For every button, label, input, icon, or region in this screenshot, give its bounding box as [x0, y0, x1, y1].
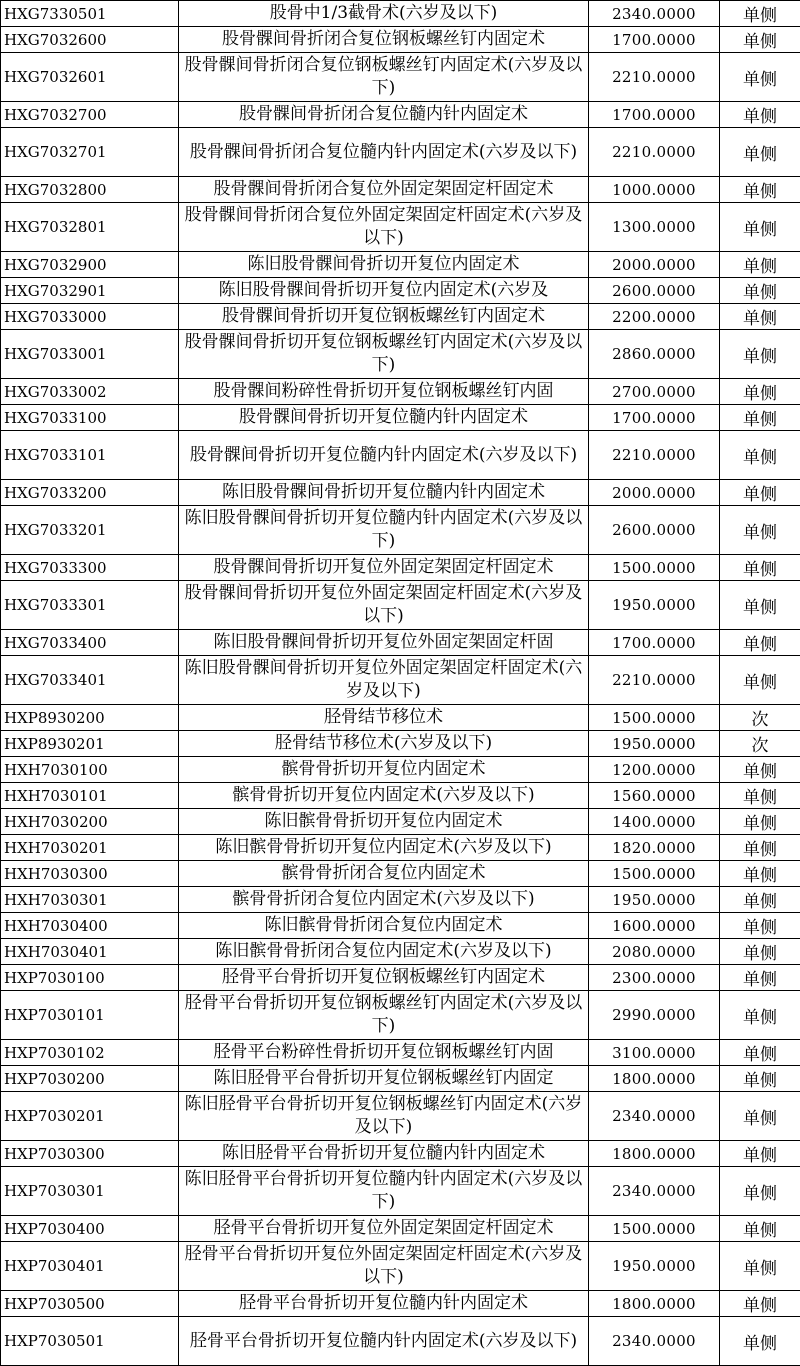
- item-unit-cell: 单侧: [720, 252, 800, 278]
- item-name-cell: 陈旧胫骨平台骨折切开复位髓内针内固定术(六岁及以下): [179, 1167, 589, 1216]
- item-code-cell: HXH7030401: [1, 939, 179, 965]
- item-name-cell: 股骨髁间骨折闭合复位髓内针内固定术(六岁及以下): [179, 128, 589, 177]
- item-code-cell: HXP7030401: [1, 1242, 179, 1291]
- item-price-cell: 1500.0000: [589, 705, 720, 731]
- item-code-cell: HXP7030200: [1, 1066, 179, 1092]
- table-row: [1, 1291, 800, 1317]
- item-unit-cell: 单侧: [720, 1167, 800, 1216]
- item-code-cell: HXG7033401: [1, 656, 179, 705]
- item-unit-cell: 单侧: [720, 555, 800, 581]
- item-name-cell: 陈旧髌骨骨折闭合复位内固定术: [179, 913, 589, 939]
- item-price-cell: 2340.0000: [589, 1317, 720, 1366]
- item-unit-cell: 单侧: [720, 1040, 800, 1066]
- table-row: [1, 480, 800, 506]
- item-name-cell: 股骨髁间骨折切开复位钢板螺丝钉内固定术(六岁及以下): [179, 330, 589, 379]
- item-unit-cell: 单侧: [720, 1216, 800, 1242]
- item-price-cell: 1800.0000: [589, 1141, 720, 1167]
- item-code-cell: HXG7033300: [1, 555, 179, 581]
- table-row: [1, 278, 800, 304]
- item-name-cell: 胫骨平台骨折切开复位钢板螺丝钉内固定术: [179, 965, 589, 991]
- item-unit-cell: 单侧: [720, 581, 800, 630]
- table-row: [1, 705, 800, 731]
- item-code-cell: HXP7030300: [1, 1141, 179, 1167]
- item-name-cell: 股骨髁间骨折闭合复位钢板螺丝钉内固定术: [179, 27, 589, 53]
- item-unit-cell: 单侧: [720, 656, 800, 705]
- item-price-cell: 1500.0000: [589, 1216, 720, 1242]
- item-unit-cell: 单侧: [720, 431, 800, 480]
- item-unit-cell: 单侧: [720, 27, 800, 53]
- item-unit-cell: 单侧: [720, 1, 800, 27]
- item-unit-cell: 单侧: [720, 835, 800, 861]
- item-unit-cell: 单侧: [720, 630, 800, 656]
- item-name-cell: 陈旧股骨髁间骨折切开复位髓内针内固定术: [179, 480, 589, 506]
- item-name-cell: 胫骨平台骨折切开复位钢板螺丝钉内固定术(六岁及以下): [179, 991, 589, 1040]
- item-unit-cell: 单侧: [720, 102, 800, 128]
- item-name-cell: 胫骨平台粉碎性骨折切开复位钢板螺丝钉内固: [179, 1040, 589, 1066]
- item-name-cell: 陈旧髌骨骨折切开复位内固定术: [179, 809, 589, 835]
- item-unit-cell: 单侧: [720, 1317, 800, 1366]
- item-price-cell: 2340.0000: [589, 1092, 720, 1141]
- item-price-cell: 2210.0000: [589, 656, 720, 705]
- item-unit-cell: 单侧: [720, 480, 800, 506]
- item-code-cell: HXP8930200: [1, 705, 179, 731]
- item-price-cell: 1300.0000: [589, 203, 720, 252]
- table-row: [1, 304, 800, 330]
- table-row: [1, 177, 800, 203]
- item-code-cell: HXG7032700: [1, 102, 179, 128]
- item-code-cell: HXH7030301: [1, 887, 179, 913]
- item-code-cell: HXG7033101: [1, 431, 179, 480]
- table-row: [1, 555, 800, 581]
- item-name-cell: 胫骨平台骨折切开复位髓内针内固定术(六岁及以下): [179, 1317, 589, 1366]
- item-price-cell: 2210.0000: [589, 431, 720, 480]
- item-price-cell: 1800.0000: [589, 1066, 720, 1092]
- item-unit-cell: 单侧: [720, 405, 800, 431]
- item-code-cell: HXP7030102: [1, 1040, 179, 1066]
- item-name-cell: 股骨髁间骨折切开复位髓内针内固定术: [179, 405, 589, 431]
- item-price-cell: 2210.0000: [589, 128, 720, 177]
- item-code-cell: HXP7030301: [1, 1167, 179, 1216]
- table-row: [1, 783, 800, 809]
- item-code-cell: HXG7033000: [1, 304, 179, 330]
- item-name-cell: 胫骨平台骨折切开复位外固定架固定杆固定术(六岁及以下): [179, 1242, 589, 1291]
- item-price-cell: 2860.0000: [589, 330, 720, 379]
- item-name-cell: 陈旧胫骨平台骨折切开复位钢板螺丝钉内固定术(六岁及以下): [179, 1092, 589, 1141]
- item-price-cell: 2700.0000: [589, 379, 720, 405]
- table-row: [1, 1066, 800, 1092]
- item-name-cell: 股骨髁间骨折切开复位钢板螺丝钉内固定术: [179, 304, 589, 330]
- item-code-cell: HXG7033200: [1, 480, 179, 506]
- item-name-cell: 陈旧股骨髁间骨折切开复位外固定架固定杆固定术(六岁及以下): [179, 656, 589, 705]
- item-code-cell: HXG7032600: [1, 27, 179, 53]
- item-unit-cell: 单侧: [720, 913, 800, 939]
- item-code-cell: HXH7030400: [1, 913, 179, 939]
- item-price-cell: 1000.0000: [589, 177, 720, 203]
- item-unit-cell: 单侧: [720, 809, 800, 835]
- item-price-cell: 2200.0000: [589, 304, 720, 330]
- item-unit-cell: 单侧: [720, 887, 800, 913]
- item-unit-cell: 单侧: [720, 783, 800, 809]
- item-price-cell: 2080.0000: [589, 939, 720, 965]
- item-unit-cell: 单侧: [720, 177, 800, 203]
- item-name-cell: 陈旧髌骨骨折闭合复位内固定术(六岁及以下): [179, 939, 589, 965]
- table-row: [1, 861, 800, 887]
- table-row: [1, 1040, 800, 1066]
- item-name-cell: 胫骨结节移位术: [179, 705, 589, 731]
- table-row: [1, 835, 800, 861]
- item-name-cell: 股骨髁间骨折切开复位外固定架固定杆固定术: [179, 555, 589, 581]
- item-code-cell: HXH7030201: [1, 835, 179, 861]
- table-row: [1, 330, 800, 379]
- table-row: [1, 53, 800, 102]
- item-price-cell: 1560.0000: [589, 783, 720, 809]
- item-price-cell: 1700.0000: [589, 405, 720, 431]
- item-name-cell: 股骨髁间骨折闭合复位钢板螺丝钉内固定术(六岁及以下): [179, 53, 589, 102]
- item-price-cell: 2340.0000: [589, 1, 720, 27]
- item-price-cell: 1600.0000: [589, 913, 720, 939]
- item-code-cell: HXH7030200: [1, 809, 179, 835]
- item-code-cell: HXP7030400: [1, 1216, 179, 1242]
- item-price-cell: 2300.0000: [589, 965, 720, 991]
- item-unit-cell: 单侧: [720, 53, 800, 102]
- item-code-cell: HXH7030300: [1, 861, 179, 887]
- table-row: [1, 913, 800, 939]
- item-price-cell: 1950.0000: [589, 581, 720, 630]
- item-name-cell: 髌骨骨折闭合复位内固定术(六岁及以下): [179, 887, 589, 913]
- item-name-cell: 胫骨结节移位术(六岁及以下): [179, 731, 589, 757]
- item-name-cell: 陈旧股骨髁间骨折切开复位内固定术: [179, 252, 589, 278]
- item-name-cell: 股骨髁间骨折闭合复位髓内针内固定术: [179, 102, 589, 128]
- item-price-cell: 2600.0000: [589, 506, 720, 555]
- item-name-cell: 陈旧股骨髁间骨折切开复位内固定术(六岁及: [179, 278, 589, 304]
- item-unit-cell: 单侧: [720, 304, 800, 330]
- item-name-cell: 陈旧胫骨平台骨折切开复位钢板螺丝钉内固定: [179, 1066, 589, 1092]
- item-code-cell: HXG7032801: [1, 203, 179, 252]
- item-price-cell: 1400.0000: [589, 809, 720, 835]
- item-unit-cell: 单侧: [720, 1141, 800, 1167]
- item-code-cell: HXP7030501: [1, 1317, 179, 1366]
- table-row: [1, 1092, 800, 1141]
- item-price-cell: 2000.0000: [589, 480, 720, 506]
- item-code-cell: HXG7032900: [1, 252, 179, 278]
- item-name-cell: 股骨髁间粉碎性骨折切开复位钢板螺丝钉内固: [179, 379, 589, 405]
- item-unit-cell: 单侧: [720, 203, 800, 252]
- table-row: [1, 757, 800, 783]
- item-price-cell: 1700.0000: [589, 27, 720, 53]
- table-row: [1, 939, 800, 965]
- item-price-cell: 3100.0000: [589, 1040, 720, 1066]
- item-price-cell: 1500.0000: [589, 555, 720, 581]
- item-price-cell: 2600.0000: [589, 278, 720, 304]
- item-price-cell: 1800.0000: [589, 1291, 720, 1317]
- item-code-cell: HXG7032800: [1, 177, 179, 203]
- item-unit-cell: 次: [720, 731, 800, 757]
- item-price-cell: 2340.0000: [589, 1167, 720, 1216]
- item-code-cell: HXP7030101: [1, 991, 179, 1040]
- item-unit-cell: 单侧: [720, 506, 800, 555]
- item-unit-cell: 单侧: [720, 861, 800, 887]
- item-unit-cell: 单侧: [720, 379, 800, 405]
- table-row: [1, 581, 800, 630]
- table-row: [1, 405, 800, 431]
- table-row: [1, 27, 800, 53]
- item-code-cell: HXG7033100: [1, 405, 179, 431]
- item-price-cell: 1700.0000: [589, 630, 720, 656]
- item-price-cell: 1950.0000: [589, 731, 720, 757]
- item-unit-cell: 单侧: [720, 757, 800, 783]
- item-code-cell: HXG7033201: [1, 506, 179, 555]
- table-row: [1, 731, 800, 757]
- item-code-cell: HXP7030500: [1, 1291, 179, 1317]
- item-name-cell: 髌骨骨折切开复位内固定术: [179, 757, 589, 783]
- item-price-cell: 1500.0000: [589, 861, 720, 887]
- item-unit-cell: 单侧: [720, 965, 800, 991]
- item-name-cell: 陈旧股骨髁间骨折切开复位外固定架固定杆固: [179, 630, 589, 656]
- table-row: [1, 128, 800, 177]
- item-code-cell: HXH7030100: [1, 757, 179, 783]
- item-unit-cell: 单侧: [720, 991, 800, 1040]
- item-price-cell: 1700.0000: [589, 102, 720, 128]
- table-row: [1, 102, 800, 128]
- item-price-cell: 1950.0000: [589, 887, 720, 913]
- item-name-cell: 股骨髁间骨折闭合复位外固定架固定杆固定术(六岁及以下): [179, 203, 589, 252]
- table-row: [1, 630, 800, 656]
- item-unit-cell: 单侧: [720, 278, 800, 304]
- item-price-cell: 2210.0000: [589, 53, 720, 102]
- item-price-cell: 2000.0000: [589, 252, 720, 278]
- fee-table-body: [1, 1, 800, 1366]
- item-name-cell: 陈旧髌骨骨折切开复位内固定术(六岁及以下): [179, 835, 589, 861]
- item-name-cell: 股骨髁间骨折切开复位髓内针内固定术(六岁及以下): [179, 431, 589, 480]
- item-name-cell: 股骨髁间骨折切开复位外固定架固定杆固定术(六岁及以下): [179, 581, 589, 630]
- table-row: [1, 252, 800, 278]
- item-name-cell: 股骨髁间骨折闭合复位外固定架固定杆固定术: [179, 177, 589, 203]
- item-name-cell: 胫骨平台骨折切开复位髓内针内固定术: [179, 1291, 589, 1317]
- item-code-cell: HXG7330501: [1, 1, 179, 27]
- item-unit-cell: 单侧: [720, 1066, 800, 1092]
- table-row: [1, 379, 800, 405]
- table-row: [1, 506, 800, 555]
- table-row: [1, 809, 800, 835]
- table-row: [1, 203, 800, 252]
- item-name-cell: 髌骨骨折切开复位内固定术(六岁及以下): [179, 783, 589, 809]
- item-code-cell: HXH7030101: [1, 783, 179, 809]
- table-row: [1, 965, 800, 991]
- item-price-cell: 2990.0000: [589, 991, 720, 1040]
- item-code-cell: HXG7032601: [1, 53, 179, 102]
- item-code-cell: HXG7033001: [1, 330, 179, 379]
- table-row: [1, 1317, 800, 1366]
- table-row: [1, 1242, 800, 1291]
- item-unit-cell: 次: [720, 705, 800, 731]
- item-name-cell: 髌骨骨折闭合复位内固定术: [179, 861, 589, 887]
- item-name-cell: 胫骨平台骨折切开复位外固定架固定杆固定术: [179, 1216, 589, 1242]
- table-row: [1, 991, 800, 1040]
- item-unit-cell: 单侧: [720, 330, 800, 379]
- item-name-cell: 陈旧股骨髁间骨折切开复位髓内针内固定术(六岁及以下): [179, 506, 589, 555]
- item-unit-cell: 单侧: [720, 1291, 800, 1317]
- table-row: [1, 431, 800, 480]
- item-name-cell: 陈旧胫骨平台骨折切开复位髓内针内固定术: [179, 1141, 589, 1167]
- item-unit-cell: 单侧: [720, 128, 800, 177]
- item-code-cell: HXP7030201: [1, 1092, 179, 1141]
- item-name-cell: 股骨中1/3截骨术(六岁及以下): [179, 1, 589, 27]
- item-unit-cell: 单侧: [720, 1092, 800, 1141]
- item-unit-cell: 单侧: [720, 1242, 800, 1291]
- item-code-cell: HXG7032701: [1, 128, 179, 177]
- item-price-cell: 1820.0000: [589, 835, 720, 861]
- table-row: [1, 1216, 800, 1242]
- item-price-cell: 1200.0000: [589, 757, 720, 783]
- item-code-cell: HXG7033400: [1, 630, 179, 656]
- item-code-cell: HXG7033002: [1, 379, 179, 405]
- item-price-cell: 1950.0000: [589, 1242, 720, 1291]
- table-row: [1, 887, 800, 913]
- table-row: [1, 656, 800, 705]
- table-row: [1, 1, 800, 27]
- table-row: [1, 1167, 800, 1216]
- item-code-cell: HXP7030100: [1, 965, 179, 991]
- item-code-cell: HXG7033301: [1, 581, 179, 630]
- item-unit-cell: 单侧: [720, 939, 800, 965]
- item-code-cell: HXG7032901: [1, 278, 179, 304]
- table-row: [1, 1141, 800, 1167]
- item-code-cell: HXP8930201: [1, 731, 179, 757]
